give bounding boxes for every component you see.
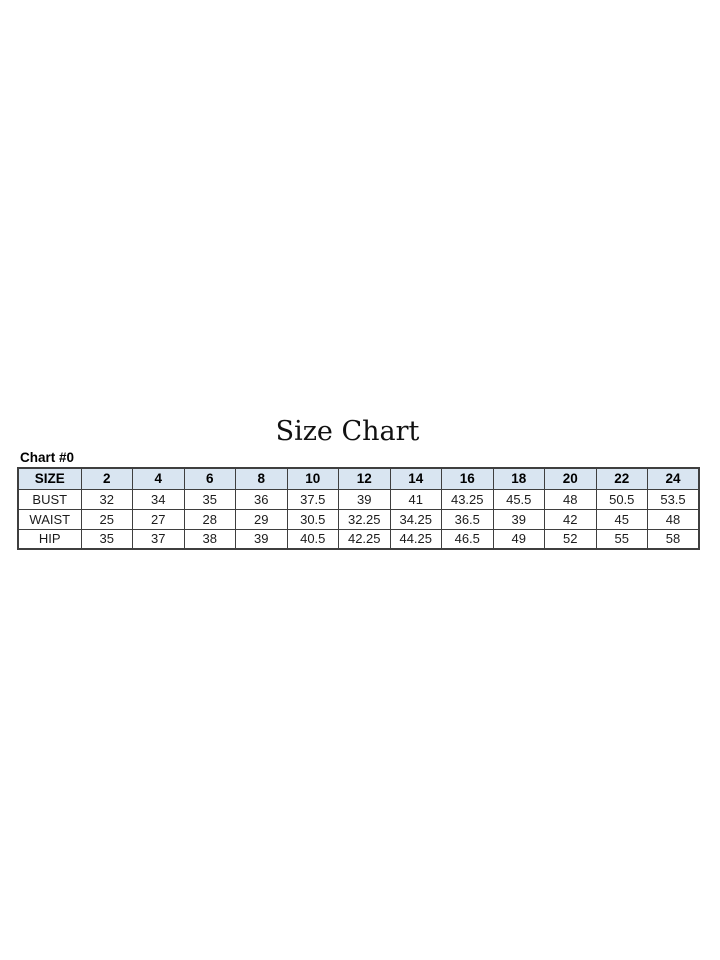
table-header <box>18 468 699 489</box>
data-cell: 43.25 <box>442 489 494 509</box>
row-label-cell: HIP <box>18 529 81 549</box>
data-cell: 32 <box>81 489 133 509</box>
data-cell: 52 <box>545 529 597 549</box>
data-cell: 37 <box>133 529 185 549</box>
data-cell: 49 <box>493 529 545 549</box>
data-cell: 27 <box>133 509 185 529</box>
data-cell: 36.5 <box>442 509 494 529</box>
chart-number-label: Chart #0 <box>20 450 75 465</box>
data-cell: 30.5 <box>287 509 339 529</box>
header-cell: 24 <box>648 468 700 489</box>
header-row <box>18 468 699 489</box>
header-cell: 8 <box>236 468 288 489</box>
header-cell: 14 <box>390 468 442 489</box>
table-row <box>18 489 699 509</box>
header-cell: 10 <box>287 468 339 489</box>
size-header-cell: SIZE <box>18 468 81 489</box>
data-cell: 39 <box>236 529 288 549</box>
header-cell: 6 <box>184 468 236 489</box>
data-cell: 42.25 <box>339 529 391 549</box>
data-cell: 55 <box>596 529 648 549</box>
data-cell: 40.5 <box>287 529 339 549</box>
table-body <box>18 489 699 549</box>
data-cell: 45 <box>596 509 648 529</box>
data-cell: 48 <box>545 489 597 509</box>
page-title: Size Chart <box>275 416 420 447</box>
data-cell: 39 <box>339 489 391 509</box>
data-cell: 36 <box>236 489 288 509</box>
size-chart-table <box>17 467 700 550</box>
header-cell: 20 <box>545 468 597 489</box>
table-row <box>18 529 699 549</box>
data-cell: 39 <box>493 509 545 529</box>
data-cell: 53.5 <box>648 489 700 509</box>
data-cell: 48 <box>648 509 700 529</box>
header-cell: 12 <box>339 468 391 489</box>
header-cell: 22 <box>596 468 648 489</box>
header-cell: 4 <box>133 468 185 489</box>
data-cell: 45.5 <box>493 489 545 509</box>
data-cell: 29 <box>236 509 288 529</box>
data-cell: 41 <box>390 489 442 509</box>
data-cell: 28 <box>184 509 236 529</box>
data-cell: 35 <box>184 489 236 509</box>
data-cell: 58 <box>648 529 700 549</box>
data-cell: 37.5 <box>287 489 339 509</box>
row-label-cell: BUST <box>18 489 81 509</box>
data-cell: 25 <box>81 509 133 529</box>
header-cell: 16 <box>442 468 494 489</box>
data-cell: 34.25 <box>390 509 442 529</box>
header-cell: 2 <box>81 468 133 489</box>
data-cell: 38 <box>184 529 236 549</box>
data-cell: 50.5 <box>596 489 648 509</box>
data-cell: 46.5 <box>442 529 494 549</box>
data-cell: 34 <box>133 489 185 509</box>
table-row <box>18 509 699 529</box>
row-label-cell: WAIST <box>18 509 81 529</box>
data-cell: 44.25 <box>390 529 442 549</box>
data-cell: 32.25 <box>339 509 391 529</box>
data-cell: 35 <box>81 529 133 549</box>
header-cell: 18 <box>493 468 545 489</box>
data-cell: 42 <box>545 509 597 529</box>
